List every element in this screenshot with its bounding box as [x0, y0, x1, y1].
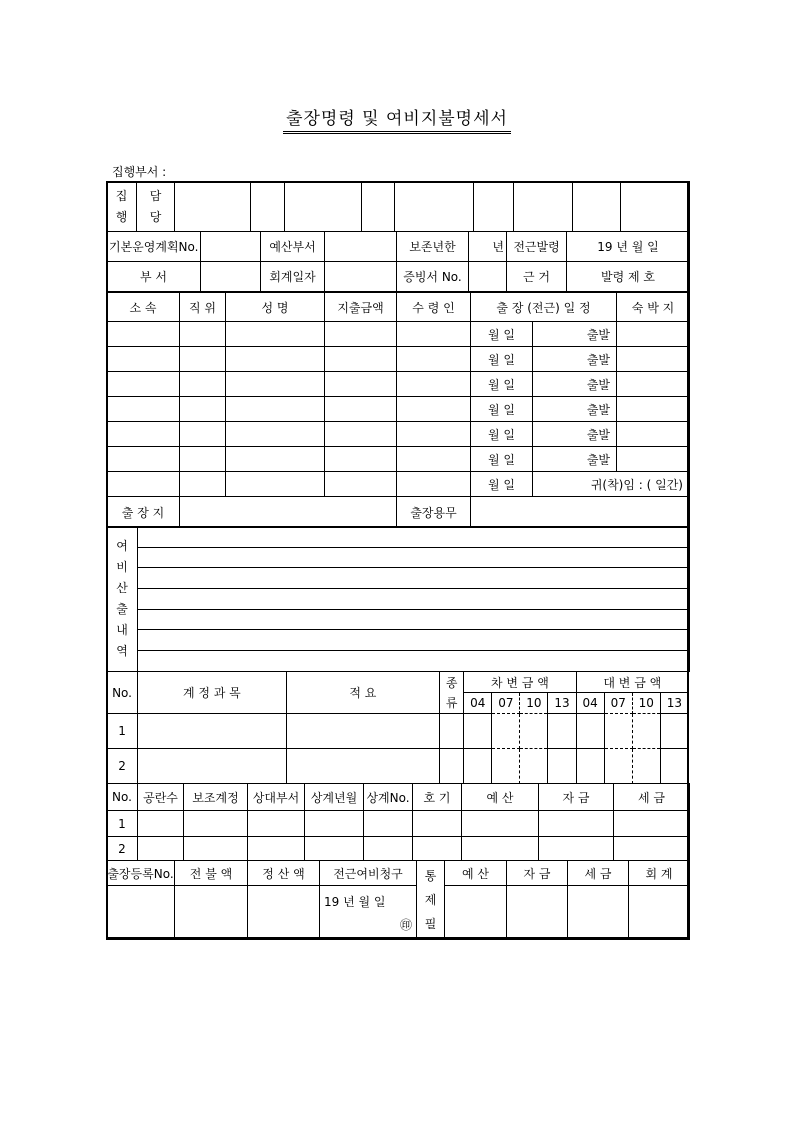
cell[interactable]	[397, 347, 471, 372]
ctrl-tax-header: 세 금	[568, 861, 629, 886]
acct-type-header: 종 류	[440, 672, 464, 714]
col-lodging: 숙 박 지	[617, 293, 690, 322]
cell[interactable]	[325, 322, 397, 347]
cell[interactable]	[397, 447, 471, 472]
cell[interactable]	[180, 397, 226, 422]
cell[interactable]	[464, 714, 492, 749]
col-schedule: 출 장 (전근) 일 정	[471, 293, 617, 322]
acct-date-label: 회계일자	[261, 262, 325, 292]
cell[interactable]	[325, 422, 397, 447]
sub-row-no: 1	[107, 811, 138, 837]
cell[interactable]	[617, 347, 690, 372]
cell[interactable]	[180, 422, 226, 447]
header-table	[106, 181, 690, 232]
day-cell[interactable]: 월 일	[471, 397, 533, 422]
cell[interactable]	[492, 714, 520, 749]
reg-no-header: 출장등록No.	[107, 861, 175, 886]
table-row	[107, 749, 689, 784]
order-no-field[interactable]: 발령 제 호	[567, 262, 690, 292]
cell[interactable]	[462, 811, 539, 837]
cell[interactable]	[604, 714, 632, 749]
ctrl-acct-header: 회 계	[629, 861, 690, 886]
claim-date: 19 년 월 일	[324, 894, 386, 909]
acct-row-no: 2	[107, 749, 138, 784]
cell[interactable]	[226, 397, 325, 422]
calc-line[interactable]	[138, 589, 690, 610]
cell[interactable]	[520, 749, 548, 784]
day-cell[interactable]: 월 일	[471, 472, 533, 497]
cell[interactable]	[568, 886, 629, 940]
purpose-field[interactable]	[471, 497, 690, 528]
cell[interactable]	[107, 347, 180, 372]
registration-table	[106, 860, 690, 940]
cell[interactable]	[539, 837, 614, 861]
cell[interactable]	[397, 372, 471, 397]
cell[interactable]	[226, 472, 325, 497]
debit-sub-13: 13	[548, 693, 576, 714]
col-position: 직 위	[180, 293, 226, 322]
table-row	[107, 322, 690, 347]
transfer-claim-field[interactable]	[320, 886, 417, 940]
cell[interactable]	[107, 447, 180, 472]
cell[interactable]	[138, 837, 184, 861]
cell[interactable]	[305, 811, 364, 837]
cell[interactable]	[226, 372, 325, 397]
cell[interactable]	[107, 322, 180, 347]
prepaid-field[interactable]	[175, 886, 248, 940]
depart-cell[interactable]: 출발	[533, 347, 617, 372]
ctrl-fund-header: 자 금	[507, 861, 568, 886]
transfer-claim-header: 전근여비청구	[320, 861, 417, 886]
settled-header: 정 산 액	[248, 861, 320, 886]
retention-year[interactable]: 년	[469, 232, 507, 262]
calc-line[interactable]	[138, 609, 690, 630]
offset-ym-header: 상계년월	[305, 784, 364, 811]
cell[interactable]	[180, 372, 226, 397]
col-affil: 소 속	[107, 293, 180, 322]
day-cell[interactable]: 월 일	[471, 322, 533, 347]
document-title: 출장명령 및 여비지불명세서	[0, 104, 794, 134]
cell[interactable]	[617, 422, 690, 447]
day-cell[interactable]: 월 일	[471, 347, 533, 372]
acct-summary-header: 적 요	[286, 672, 440, 714]
control-label: 통 제 필	[417, 861, 445, 940]
debit-header: 차 변 금 액	[464, 672, 576, 693]
cell[interactable]	[397, 397, 471, 422]
cell[interactable]	[397, 472, 471, 497]
cell[interactable]	[180, 347, 226, 372]
cell[interactable]	[660, 714, 688, 749]
cell[interactable]	[632, 714, 660, 749]
cell[interactable]	[226, 422, 325, 447]
cell[interactable]	[539, 811, 614, 837]
sign-box[interactable]	[395, 182, 474, 232]
table-row	[107, 422, 690, 447]
cell[interactable]	[440, 714, 464, 749]
cell[interactable]	[629, 886, 690, 940]
budget-dept-field[interactable]	[325, 232, 397, 262]
seal-icon: ㊞	[399, 917, 412, 932]
account-table	[106, 671, 689, 784]
depart-cell[interactable]: 출발	[533, 422, 617, 447]
cell[interactable]	[462, 837, 539, 861]
cell[interactable]	[286, 749, 440, 784]
col-recipient: 수 령 인	[397, 293, 471, 322]
cell[interactable]	[226, 447, 325, 472]
cell[interactable]	[548, 749, 576, 784]
table-row	[107, 472, 690, 497]
destination-field[interactable]	[180, 497, 397, 528]
acct-subject-header: 계 정 과 목	[138, 672, 287, 714]
cell[interactable]	[180, 472, 226, 497]
cell[interactable]	[107, 472, 180, 497]
offset-no-header: 상계No.	[364, 784, 413, 811]
credit-sub-13: 13	[660, 693, 688, 714]
day-cell[interactable]: 월 일	[471, 372, 533, 397]
sign-box[interactable]	[514, 182, 573, 232]
sub-account-table	[106, 783, 690, 861]
tax-header: 세 금	[614, 784, 690, 811]
cell[interactable]	[248, 837, 305, 861]
cell[interactable]	[445, 886, 507, 940]
cell[interactable]	[180, 322, 226, 347]
sign-box[interactable]	[474, 182, 514, 232]
debit-sub-10: 10	[520, 693, 548, 714]
cell[interactable]	[248, 811, 305, 837]
cell[interactable]	[632, 749, 660, 784]
cell[interactable]	[397, 322, 471, 347]
cell[interactable]	[413, 811, 462, 837]
sign-box[interactable]	[621, 182, 690, 232]
dept-label: 부 서	[107, 262, 201, 292]
cell[interactable]	[226, 347, 325, 372]
budget-header: 예 산	[462, 784, 539, 811]
cell[interactable]	[576, 749, 604, 784]
cell[interactable]	[440, 749, 464, 784]
reg-no-field[interactable]	[107, 886, 175, 940]
cell[interactable]	[325, 447, 397, 472]
cell[interactable]	[660, 749, 688, 784]
table-row	[107, 447, 690, 472]
voucher-no-field[interactable]	[469, 262, 507, 292]
cell[interactable]	[226, 322, 325, 347]
depart-cell[interactable]: 출발	[533, 322, 617, 347]
cell[interactable]	[617, 447, 690, 472]
exec-dept-label: 집행부서 :	[112, 165, 167, 179]
debit-sub-07: 07	[492, 693, 520, 714]
sub-row-no: 2	[107, 837, 138, 861]
credit-header: 대 변 금 액	[576, 672, 688, 693]
cell[interactable]	[614, 837, 690, 861]
col-amount: 지출금액	[325, 293, 397, 322]
charge-label: 담 당	[137, 182, 175, 232]
table-row	[107, 372, 690, 397]
cell[interactable]	[617, 397, 690, 422]
acct-row-no: 1	[107, 714, 138, 749]
plan-no-field[interactable]	[201, 232, 261, 262]
settled-field[interactable]	[248, 886, 320, 940]
destination-label: 출 장 지	[107, 497, 180, 528]
cell[interactable]	[184, 837, 248, 861]
cell[interactable]	[184, 811, 248, 837]
cell[interactable]	[107, 372, 180, 397]
transfer-order-date[interactable]: 19 년 월 일	[567, 232, 690, 262]
schedule-table	[106, 292, 690, 528]
cell[interactable]	[614, 811, 690, 837]
basis-label: 근 거	[507, 262, 567, 292]
cell[interactable]	[617, 372, 690, 397]
table-row	[107, 714, 689, 749]
cell[interactable]	[325, 372, 397, 397]
calc-line[interactable]	[138, 651, 690, 672]
depart-cell[interactable]: 출발	[533, 447, 617, 472]
retention-label: 보존년한	[397, 232, 469, 262]
info-table	[106, 231, 690, 292]
col-name: 성 명	[226, 293, 325, 322]
cell[interactable]	[492, 749, 520, 784]
depart-cell[interactable]: 출발	[533, 397, 617, 422]
acct-date-field[interactable]	[325, 262, 397, 292]
cell[interactable]	[413, 837, 462, 861]
cell[interactable]	[520, 714, 548, 749]
prepaid-header: 전 불 액	[175, 861, 248, 886]
debit-sub-04: 04	[464, 693, 492, 714]
ctrl-budget-header: 예 산	[445, 861, 507, 886]
calc-line[interactable]	[138, 568, 690, 589]
dept-field[interactable]	[201, 262, 261, 292]
sign-box[interactable]	[175, 182, 251, 232]
purpose-label: 출장용무	[397, 497, 471, 528]
sign-box[interactable]	[251, 182, 285, 232]
cell[interactable]	[138, 714, 287, 749]
budget-dept-label: 예산부서	[261, 232, 325, 262]
cell[interactable]	[464, 749, 492, 784]
cell[interactable]	[364, 811, 413, 837]
day-cell[interactable]: 월 일	[471, 422, 533, 447]
cell[interactable]	[305, 837, 364, 861]
calc-line[interactable]	[138, 527, 690, 548]
travel-calc-label: 여 비 산 출 내 역	[107, 527, 138, 672]
sign-box[interactable]	[285, 182, 362, 232]
cell[interactable]	[364, 837, 413, 861]
cell[interactable]	[604, 749, 632, 784]
cell[interactable]	[507, 886, 568, 940]
aux-acct-header: 보조계정	[184, 784, 248, 811]
sign-box[interactable]	[362, 182, 395, 232]
cell[interactable]	[617, 322, 690, 347]
acct-no-header: No.	[107, 672, 138, 714]
calc-line[interactable]	[138, 547, 690, 568]
cell[interactable]	[107, 422, 180, 447]
calc-line[interactable]	[138, 630, 690, 651]
credit-sub-10: 10	[632, 693, 660, 714]
depart-cell[interactable]: 출발	[533, 372, 617, 397]
table-row	[107, 837, 690, 861]
cell[interactable]	[548, 714, 576, 749]
table-row	[107, 397, 690, 422]
plan-no-label: 기본운영계획No.	[107, 232, 201, 262]
counter-dept-header: 상대부서	[248, 784, 305, 811]
voucher-no-label: 증빙서 No.	[397, 262, 469, 292]
blank-count-header: 공란수	[138, 784, 184, 811]
sign-box[interactable]	[573, 182, 621, 232]
credit-sub-07: 07	[604, 693, 632, 714]
exec-label: 집 행	[107, 182, 137, 232]
credit-sub-04: 04	[576, 693, 604, 714]
cell[interactable]	[325, 397, 397, 422]
cell[interactable]	[107, 397, 180, 422]
day-cell[interactable]: 월 일	[471, 447, 533, 472]
cell[interactable]	[576, 714, 604, 749]
cell[interactable]	[180, 447, 226, 472]
transfer-order-label: 전근발령	[507, 232, 567, 262]
table-row	[107, 811, 690, 837]
table-row	[107, 347, 690, 372]
cell[interactable]	[397, 422, 471, 447]
return-cell[interactable]: 귀(착)임 : ( 일간)	[533, 472, 690, 497]
cell[interactable]	[138, 811, 184, 837]
fund-header: 자 금	[539, 784, 614, 811]
cell[interactable]	[138, 749, 287, 784]
cell[interactable]	[325, 472, 397, 497]
cell[interactable]	[325, 347, 397, 372]
cell[interactable]	[286, 714, 440, 749]
sub-no-header: No.	[107, 784, 138, 811]
ledger-header: 호 기	[413, 784, 462, 811]
travel-calc-table	[106, 526, 690, 672]
